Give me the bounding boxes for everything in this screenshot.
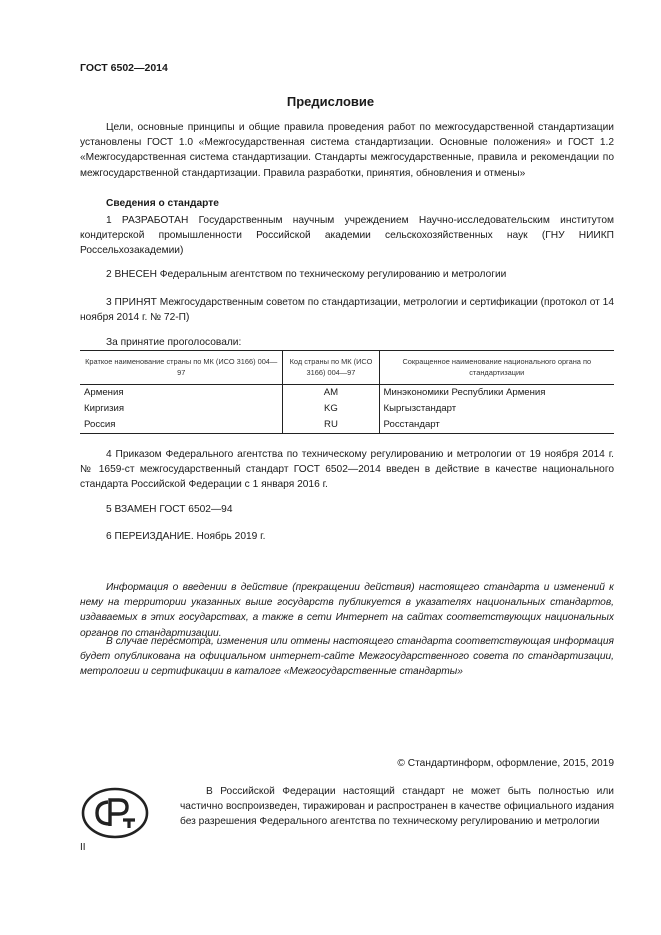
item-reissue: 6 ПЕРЕИЗДАНИЕ. Ноябрь 2019 г.: [106, 531, 266, 542]
table-cell-country: Россия: [80, 417, 283, 434]
reproduction-notice: В Российской Федерации настоящий стандарт не может быть полностью или частично воспроизведен, тиражирован и распространен в качестве официального издания без разрешения Федерального агентства по техническому регулированию и метрологии: [180, 786, 614, 828]
table-header-body: Сокращенное наименование национального органа по стандартизации: [379, 351, 614, 385]
item-adopted: 3 ПРИНЯТ Межгосударственным советом по стандартизации, метрологии и сертификации (протокол от 14 ноября 2014 г. № 72-П): [80, 297, 614, 324]
page-number: II: [80, 842, 86, 853]
page-title: Предисловие: [286, 94, 375, 109]
table-cell-country: Киргизия: [84, 403, 125, 414]
voting-table: [80, 350, 614, 434]
info-paragraph-1: Информация о введении в действие (прекращении действия) настоящего стандарта и изменений к нему на территории указанных выше государств публикуется в указателях национальных стандартов, издаваемых в этих государствах, а также в сети Интернет на сайтах соответствующих национальных органов по стандартизации.: [80, 582, 614, 639]
table-cell-country: Армения: [84, 387, 124, 398]
table-row: [80, 401, 614, 417]
item-developed: 1 РАЗРАБОТАН Государственным научным учреждением Научно-исследовательским институтом кондитерской промышленности Российской академии сельскохозяйственных наук (ГНУ НИИКП Россельхозакадемии): [80, 215, 614, 257]
table-row: [80, 417, 614, 434]
info-paragraph-2: В случае пересмотра, изменения или отмены настоящего стандарта соответствующая информация будет опубликована на официальном интернет-сайте Межгосударственного совета по стандартизации, метрологии и сертификации в каталоге «Межгосударственные стандарты»: [80, 636, 614, 678]
intro-paragraph: Цели, основные принципы и общие правила проведения работ по межгосударственной стандартизации установлены ГОСТ 1.0 «Межгосударственная система стандартизации. Основные положения» и ГОСТ 1.2 «Межгосударственная система стандартизации. Стандарты межгосударственные, правила и рекомендации по межгосударственной стандартизации. Правила разработки, принятия, обновления и отмены»: [80, 122, 614, 179]
table-header-row: [80, 351, 614, 385]
document-header: ГОСТ 6502—2014: [80, 62, 168, 74]
table-cell-body: Росстандарт: [379, 417, 614, 434]
section-title: Сведения о стандарте: [106, 198, 219, 209]
table-header-code: Код страны по МК (ИСО 3166) 004—97: [283, 351, 379, 385]
copyright-line: © Стандартинформ, оформление, 2015, 2019: [397, 758, 614, 769]
table-cell-code: KG: [283, 401, 379, 417]
table-cell-body: Кыргызстандарт: [379, 401, 614, 417]
voted-label: За принятие проголосовали:: [106, 337, 242, 348]
item-introduced: 2 ВНЕСЕН Федеральным агентством по техническому регулированию и метрологии: [106, 269, 507, 280]
table-cell-code: AM: [283, 385, 379, 402]
item-enacted: 4 Приказом Федерального агентства по техническому регулированию и метрологии от 19 ноября 2014 г. № 1659-ст межгосударственный стандарт ГОСТ 6502—2014 введен в действие в качестве национального стандарта Российской Федерации с 1 января 2016 г.: [80, 449, 614, 491]
table-cell-code: RU: [283, 417, 379, 434]
table-row: [80, 385, 614, 402]
table-cell-body: Минэкономики Республики Армения: [379, 385, 614, 402]
rst-logo-icon: [80, 786, 150, 840]
table-header-country: Краткое наименование страны по МК (ИСО 3166) 004—97: [80, 351, 283, 385]
item-replaces: 5 ВЗАМЕН ГОСТ 6502—94: [106, 504, 233, 515]
